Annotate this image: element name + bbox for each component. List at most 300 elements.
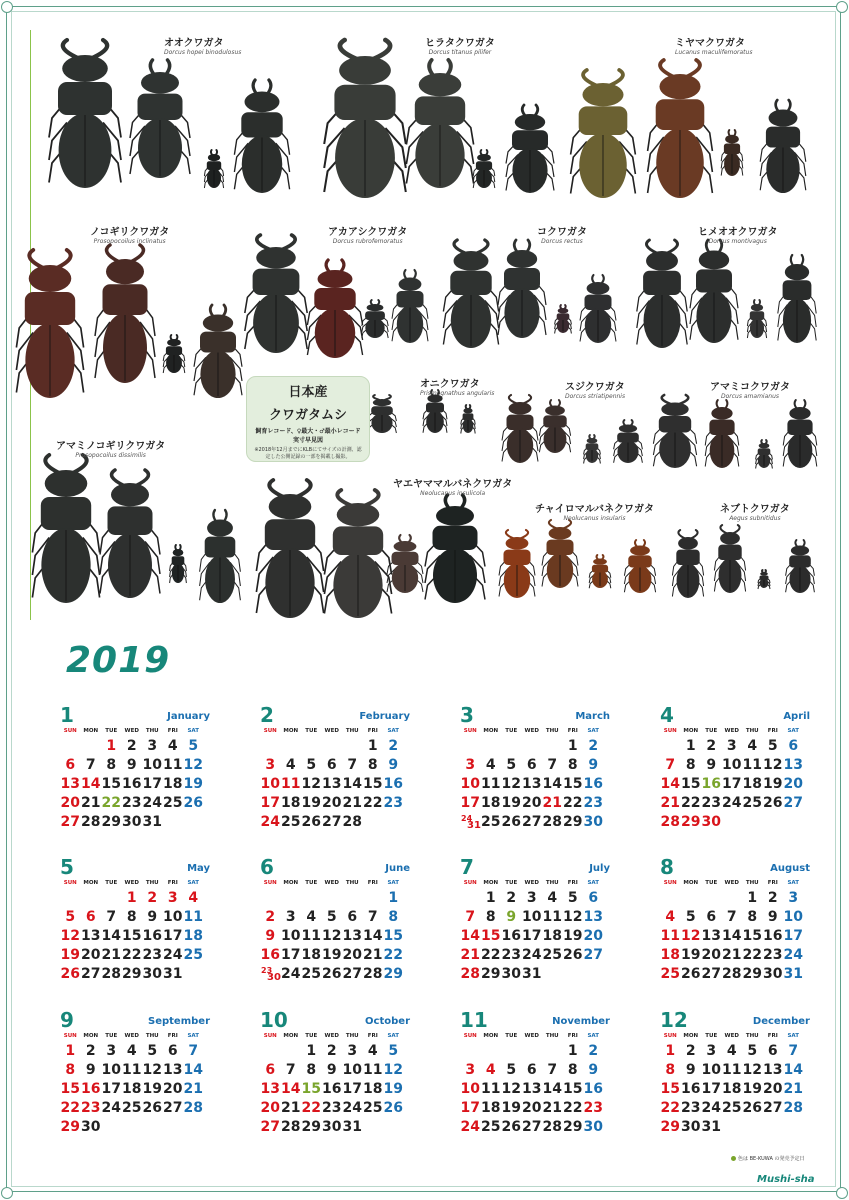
weekday-header: SAT [387,728,400,734]
month-number: 1 [60,703,74,727]
calendar-day: 31 [522,966,542,982]
calendar-day: 11 [660,928,680,944]
calendar-day: 3 [347,1043,358,1059]
calendar-day [101,889,122,908]
weekday-header: MON [83,880,99,886]
calendar-day: 11 [742,757,762,773]
calendar-day: 4 [167,738,178,754]
calendar-day: 12 [742,1062,762,1078]
calendar-day: 7 [547,757,558,773]
species-name: ノコギリクワガタ [90,227,170,238]
calendar-day: 29 [742,966,762,982]
calendar-day: 5 [388,1043,399,1059]
calendar-day: 5 [506,1062,517,1078]
weekday-header: THU [745,1033,759,1039]
calendar-day: 6 [706,909,717,925]
calendar-day [322,737,343,756]
month-name: August [770,863,810,874]
calendar-day: 22 [481,947,501,963]
species-name: ミヤマクワガタ [675,38,745,49]
calendar-day [542,965,563,984]
beetle-specimen-image [555,305,572,334]
calendar-day [501,1042,522,1061]
calendar-day: 27 [583,947,603,963]
weekday-header: FRI [367,1033,378,1039]
beetle-specimen-image [200,510,241,603]
calendar-day: 10 [281,928,301,944]
species-name: ヒメオオクワガタ [698,227,778,238]
calendar-day: 31 [342,1119,362,1135]
species-name: アマミコクワガタ [710,382,790,393]
calendar-day: 23 [763,947,783,963]
species-latin-name: Dorcus striatipennis [565,393,626,400]
calendar-day: 30 [583,814,603,830]
beetle-specimen-image [163,335,185,373]
calendar-day: 7 [347,757,358,773]
calendar-day: 1 [65,1043,76,1059]
calendar-day: 10 [460,776,480,792]
weekday-header: FRI [367,880,378,886]
calendar-day: 24 [281,966,301,982]
calendar-day: 23 [383,795,403,811]
calendar-day: 31 [701,1119,721,1135]
calendar-day [260,889,281,908]
calendar-day: 24 [101,1100,121,1116]
calendar-day: 6 [167,1043,178,1059]
calendar-day: 1 [388,890,399,906]
month-number: 8 [660,855,674,879]
calendar-day: 28 [722,966,742,982]
calendar-day: 22 [363,795,383,811]
calendar-day [342,889,363,908]
weekday-header: MON [483,728,499,734]
calendar-day: 9 [588,757,599,773]
species-title [328,223,407,245]
calendar-day: 13 [701,928,721,944]
month-march [460,703,610,832]
weekday-header: MON [683,1033,699,1039]
weekday-header: FRI [767,880,778,886]
calendar-day [260,1042,281,1061]
beetle-specimen-image [571,70,636,198]
calendar-day: 20 [322,795,342,811]
calendar-day: 8 [747,909,758,925]
calendar-day: 5 [188,738,199,754]
calendar-day: 19 [763,776,783,792]
weekday-header: SUN [463,728,477,734]
calendar-day: 2 [85,1043,96,1059]
calendar-day [281,1042,302,1061]
calendar-day: 27 [322,814,342,830]
beetle-specimen-image [32,455,99,603]
calendar-day [481,737,502,756]
calendar-day [722,889,743,908]
calendar-day: 12 [563,909,583,925]
calendar-day: 14 [363,928,383,944]
beetle-specimen-image [100,470,160,598]
calendar-day: 5 [747,1043,758,1059]
calendar-day: 22 [563,1100,583,1116]
calendar-day [742,1118,763,1137]
corner-ornament [836,1187,848,1199]
calendar-day [460,889,481,908]
calendar-day: 23 [583,1100,603,1116]
calendar-day: 20 [701,947,721,963]
calendar-day [783,813,804,832]
calendar-day: 4 [726,1043,737,1059]
calendar-day: 6 [588,890,599,906]
weekday-header: THU [545,728,559,734]
calendar-day: 25 [183,947,203,963]
calendar-day: 21 [542,795,562,811]
beetle-specimen-image [130,60,190,178]
weekday-header: SUN [463,880,477,886]
calendar-day: 15 [563,776,583,792]
month-name: March [575,711,610,722]
calendar-day: 26 [742,1100,762,1116]
calendar-day: 19 [60,947,80,963]
calendar-day: 1 [665,1043,676,1059]
beetle-specimen-image [498,240,546,338]
calendar-day: 28 [660,814,680,830]
calendar-day [542,1042,563,1061]
month-name: July [589,863,610,874]
calendar-day: 13 [522,1081,542,1097]
calendar-day: 5 [326,909,337,925]
month-name: October [365,1016,410,1027]
calendar-day: 11 [163,757,183,773]
calendar-day: 10 [342,1062,362,1078]
calendar-day: 21 [660,795,680,811]
calendar-day: 22 [122,947,142,963]
calendar-day: 15 [742,928,762,944]
calendar-day: 14 [183,1062,203,1078]
species-title [698,223,778,245]
month-number: 3 [460,703,474,727]
calendar-day: 22 [563,795,583,811]
calendar-day [60,737,81,756]
weekday-header: SAT [787,728,800,734]
weekday-header: TUE [305,1033,318,1039]
beetle-specimen-image [387,535,423,593]
month-grid [660,1030,810,1137]
calendar-day: 13 [522,776,542,792]
calendar-day: 4 [485,757,496,773]
calendar-day: 21 [101,947,121,963]
calendar-day: 20 [583,928,603,944]
weekday-header: WED [324,1033,339,1039]
species-title [565,378,625,400]
beetle-specimen-image [690,240,738,343]
calendar-day [101,1118,122,1137]
calendar-day: 27 [81,966,101,982]
calendar-day: 2 [588,738,599,754]
weekday-header: FRI [167,1033,178,1039]
calendar-day: 24 [722,795,742,811]
calendar-day: 13 [322,776,342,792]
calendar-day: 20 [763,1081,783,1097]
weekday-header: FRI [167,728,178,734]
calendar-day: 9 [326,1062,337,1078]
calendar-day: 7 [465,909,476,925]
weekday-header: TUE [505,728,518,734]
calendar-day [122,1118,143,1137]
beetle-specimen-image [624,540,655,593]
calendar-day: 18 [363,1081,383,1097]
calendar-day: 27 [701,966,721,982]
beetle-specimen-image [392,270,428,343]
calendar-day: 15 [383,928,403,944]
calendar-day-upper: 24 [461,814,473,823]
species-latin-name: Dorcus montivagus [708,238,767,245]
weekday-header: THU [145,1033,159,1039]
calendar-day: 5 [567,890,578,906]
calendar-day: 12 [763,757,783,773]
species-title [537,223,587,245]
weekday-header: FRI [567,880,578,886]
beetle-specimen-image [783,400,817,468]
calendar-day: 6 [326,757,337,773]
calendar-day: 28 [281,1119,301,1135]
beetle-specimen-image [714,525,745,593]
calendar-day: 3 [526,890,537,906]
weekday-header: WED [724,880,739,886]
calendar-day: 30 [501,966,521,982]
calendar-day: 29 [481,966,501,982]
calendar-day: 7 [547,1062,558,1078]
calendar-day: 26 [501,814,521,830]
calendar-day: 16 [501,928,521,944]
calendar-day: 14 [660,776,680,792]
calendar-day [301,737,322,756]
calendar-day: 30 [763,966,783,982]
calendar-day: 8 [106,757,117,773]
calendar-day: 24 [460,1119,480,1135]
calendar-day: 25 [122,1100,142,1116]
calendar-day: 28 [783,1100,803,1116]
weekday-header: MON [283,880,299,886]
month-name: December [752,1016,810,1027]
species-latin-name: Prosopocoilus inclinatus [93,238,166,245]
month-name: February [359,711,410,722]
calendar-day [763,1118,784,1137]
calendar-day [260,965,281,984]
calendar-day: 28 [101,966,121,982]
calendar-day [742,813,763,832]
calendar-day: 3 [285,909,296,925]
calendar-day: 31 [163,966,183,982]
calendar-day: 3 [106,1043,117,1059]
month-header [60,1008,210,1030]
month-grid [60,1030,210,1137]
calendar-day: 19 [383,1081,403,1097]
month-name: April [783,711,810,722]
calendar-day: 19 [501,795,521,811]
calendar-day: 17 [460,1100,480,1116]
calendar-day: 14 [281,1081,301,1097]
species-name: スジクワガタ [565,382,625,393]
beetle-specimen-image [760,100,806,193]
month-header [460,1008,610,1030]
weekday-header: FRI [567,1033,578,1039]
calendar-day: 4 [367,1043,378,1059]
beetle-specimen-image [499,530,535,598]
calendar-day: 29 [301,1119,321,1135]
calendar-day-lower: 31 [467,820,481,831]
weekday-header: MON [683,728,699,734]
calendar-day: 18 [122,1081,142,1097]
calendar-day: 24 [163,947,183,963]
calendar-day: 25 [660,966,680,982]
calendar-day [163,813,184,832]
calendar-day: 14 [101,928,121,944]
month-header [60,855,210,877]
weekday-header: MON [683,880,699,886]
calendar-day: 3 [465,1062,476,1078]
beetle-specimen-image [786,540,815,593]
calendar-day: 30 [122,814,142,830]
beetle-specimen-image [324,490,391,618]
weekday-header: FRI [367,728,378,734]
weekday-header: WED [524,728,539,734]
beetle-specimen-image [672,530,703,598]
calendar-day: 28 [460,966,480,982]
weekday-header: SAT [187,880,200,886]
calendar-day: 8 [685,757,696,773]
calendar-day: 16 [142,928,162,944]
weekday-header: MON [83,1033,99,1039]
calendar-day: 17 [281,947,301,963]
month-header [460,855,610,877]
calendar-day: 25 [281,814,301,830]
calendar-day: 19 [142,1081,162,1097]
calendar-day: 1 [306,1043,317,1059]
calendar-day: 24 [260,814,280,830]
calendar-day: 18 [660,947,680,963]
calendar-day [81,889,102,908]
weekday-header: FRI [167,880,178,886]
calendar-day: 7 [367,909,378,925]
weekday-header: FRI [567,728,578,734]
calendar-day: 23 [701,795,721,811]
weekday-header: WED [724,1033,739,1039]
month-june [260,855,410,984]
weekday-header: TUE [505,880,518,886]
beetle-specimen-image [307,260,362,358]
calendar-day [342,737,363,756]
calendar-day: 28 [542,1119,562,1135]
calendar-day: 15 [122,928,142,944]
calendar-day: 26 [383,1100,403,1116]
month-grid [60,725,210,832]
calendar-day: 23 [81,1100,101,1116]
calendar-day: 16 [701,776,721,792]
month-february [260,703,410,832]
species-latin-name: Dorcus hopei binodulosus [164,49,242,56]
month-header [660,703,810,725]
calendar-day: 9 [388,757,399,773]
calendar-day [481,1042,502,1061]
calendar-day: 2 [685,1043,696,1059]
calendar-day: 15 [60,1081,80,1097]
calendar-day: 10 [522,909,542,925]
calendar-day [501,737,522,756]
calendar-day: 19 [681,947,701,963]
calendar-day [383,813,404,832]
calendar-day [281,737,302,756]
calendar-day: 19 [501,1100,521,1116]
calendar-day: 23 [142,947,162,963]
species-name: オニクワガタ [420,379,480,390]
calendar-day: 29 [681,814,701,830]
calendar-day: 16 [583,1081,603,1097]
weekday-header: FRI [767,728,778,734]
calendar-day: 3 [726,738,737,754]
weekday-header: SAT [387,880,400,886]
weekday-header: TUE [705,880,718,886]
month-header [260,855,410,877]
calendar-day: 14 [460,928,480,944]
beetle-specimen-image [170,545,187,583]
calendar-day: 10 [163,909,183,925]
calendar-day: 12 [322,928,342,944]
month-grid [460,877,610,984]
species-latin-name: Dorcus rubrofemoratus [332,238,403,245]
calendar-day: 28 [363,966,383,982]
calendar-day: 16 [122,776,142,792]
calendar-day: 17 [342,1081,362,1097]
calendar-day: 13 [783,757,803,773]
calendar-day [460,737,481,756]
beetle-specimen-image [721,130,743,176]
month-header [460,703,610,725]
species-latin-name: Neolucanus insularis [563,515,626,522]
calendar-day [163,1118,184,1137]
calendar-day: 12 [681,928,701,944]
weekday-header: THU [345,728,359,734]
weekday-header: SUN [663,728,677,734]
calendar-day: 6 [265,1062,276,1078]
beetle-specimen-image [580,275,616,343]
calendar-day: 4 [285,757,296,773]
calendar-day: 24 [783,947,803,963]
calendar-day: 18 [301,947,321,963]
calendar-day: 29 [660,1119,680,1135]
calendar-day: 23 [501,947,521,963]
calendar-day: 17 [522,928,542,944]
weekday-header: SUN [63,880,77,886]
calendar-day [260,737,281,756]
weekday-header: WED [324,728,339,734]
calendar-day: 21 [183,1081,203,1097]
beetle-specimen-image [614,420,643,463]
calendar-day: 17 [163,928,183,944]
month-number: 10 [260,1008,288,1032]
month-grid [460,725,610,832]
calendar-day: 11 [481,776,501,792]
beetle-specimen-image [758,570,770,589]
beetle-specimen-image [194,305,242,398]
calendar-day: 2 [126,738,137,754]
weekday-header: THU [345,1033,359,1039]
calendar-day: 12 [501,776,521,792]
calendar-day: 17 [701,1081,721,1097]
calendar-day: 11 [542,909,562,925]
calendar-day: 18 [481,1100,501,1116]
month-grid [260,1030,410,1137]
weekday-header: THU [745,728,759,734]
calendar-day: 22 [301,1100,321,1116]
